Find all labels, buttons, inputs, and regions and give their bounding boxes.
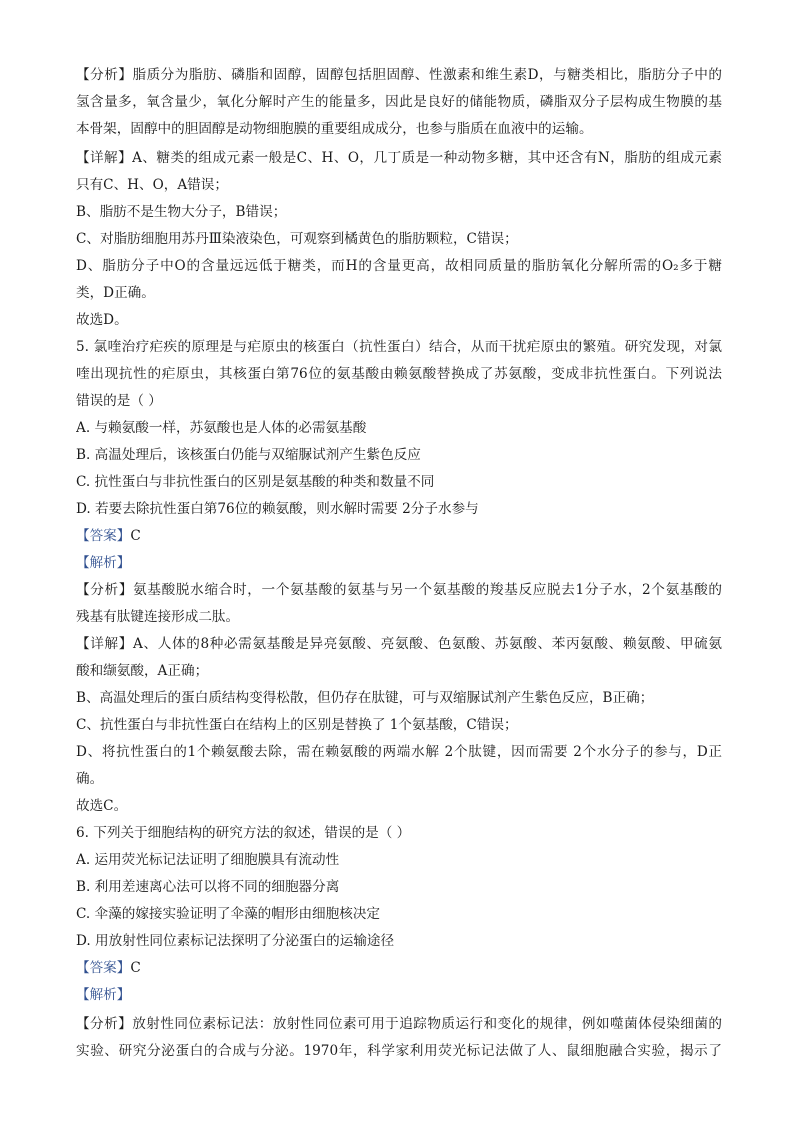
line-text: 残基有肽键连接形成二肽。 [76,609,240,625]
line-text: B. 利用差速离心法可以将不同的细胞器分离 [76,879,340,895]
line-text: 故选C。 [76,798,128,814]
text-line [76,769,722,789]
answer-tag: 【答案】 [76,960,131,976]
line-text: 脂质分为脂肪、磷脂和固醇，固醇包括胆固醇、性激素和维生素D，与糖类相比，脂肪分子中的 [132,67,722,83]
line-text: 放射性同位素标记法：放射性同位素可用于追踪物质运行和变化的规律，例如噬菌体侵染细菌的 [132,1016,722,1032]
line-text: 本骨架，固醇中的胆固醇是动物细胞膜的重要组成成分，也参与脂质在血液中的运输。 [76,121,593,137]
line-text: 确。 [76,771,104,787]
text-line [76,877,722,897]
text-line [76,661,722,681]
text-line [76,553,722,573]
answer-tag: 【答案】 [76,528,131,544]
line-text: 类，D正确。 [76,285,155,301]
text-line [76,526,722,546]
line-text: D、脂肪分子中O的含量远远低于糖类，而H的含量更高，故相同质量的脂肪氧化分解所需的O₂多于糖 [76,258,722,274]
text-line [76,364,722,384]
text-line [76,119,722,139]
line-text: 酸和缬氨酸，A正确； [76,663,209,679]
line-text: D. 若要去除抗性蛋白第76位的赖氨酸，则水解时需要 2分子水参与 [76,501,479,517]
line-text: 氢含量多，氧含量少，氧化分解时产生的能量多，因此是良好的储能物质，磷脂双分子层构成生物膜的基 [76,94,722,110]
line-text: A、人体的8种必需氨基酸是异亮氨酸、亮氨酸、色氨酸、苏氨酸、苯丙氨酸、赖氨酸、甲硫氨 [133,636,722,652]
line-text: 6. 下列关于细胞结构的研究方法的叙述，错误的是（ ） [76,825,411,841]
text-line [76,958,722,978]
line-text: 实验、研究分泌蛋白的合成与分泌。1970年，科学家利用荧光标记法做了人、鼠细胞融合实验，揭示了 [76,1043,722,1059]
answer-tag: 【解析】 [76,987,131,1003]
line-text: B、脂肪不是生物大分子，B错误； [76,204,287,220]
line-text: C. 抗性蛋白与非抗性蛋白的区别是氨基酸的种类和数量不同 [76,474,435,490]
line-text: A. 与赖氨酸一样，苏氨酸也是人体的必需氨基酸 [76,420,367,436]
line-text: 只有C、H、O，A错误； [76,177,228,193]
line-text: C、对脂肪细胞用苏丹Ⅲ染液染色，可观察到橘黄色的脂肪颗粒，C错误； [76,231,518,247]
line-text: D、将抗性蛋白的1个赖氨酸去除，需在赖氨酸的两端水解 2个肽键，因而需要 2个水分子的参与，D正 [76,744,722,760]
text-line [76,202,722,222]
text-line [76,823,722,843]
text-line [76,850,722,870]
section-tag: 【分析】 [76,1016,133,1032]
line-text: 错误的是（ ） [76,393,162,409]
text-line [76,715,722,735]
line-text: 喹出现抗性的疟原虫，其核蛋白第76位的氨基酸由赖氨酸替换成了苏氨酸，变成非抗性蛋白。下列说法 [76,366,722,382]
text-line [76,175,722,195]
text-line [76,634,722,654]
line-text: B、高温处理后的蛋白质结构变得松散，但仍存在肽键，可与双缩脲试剂产生紫色反应，B正确； [76,690,654,706]
text-line [76,688,722,708]
text-line [76,499,722,519]
text-line [76,742,722,762]
section-tag: 【详解】 [76,636,133,652]
line-text: 故选D。 [76,312,128,328]
text-line [76,472,722,492]
line-text: A、糖类的组成元素一般是C、H、O，几丁质是一种动物多糖，其中还含有N，脂肪的组成元素 [132,150,722,166]
text-line [76,256,722,276]
text-line [76,92,722,112]
text-line [76,337,722,357]
text-line [76,580,722,600]
line-text: 5. 氯喹治疗疟疾的原理是与疟原虫的核蛋白（抗性蛋白）结合，从而干扰疟原虫的繁殖。研究发现，对氯 [76,339,722,355]
text-line [76,1041,722,1061]
text-line [76,418,722,438]
text-line [76,310,722,330]
text-line [76,65,722,85]
text-line [76,1014,722,1034]
section-tag: 【分析】 [76,67,133,83]
text-line [76,391,722,411]
section-tag: 【分析】 [76,582,134,598]
answer-tag: 【解析】 [76,555,131,571]
text-line [76,985,722,1005]
text-line [76,931,722,951]
text-line [76,796,722,816]
text-line [76,445,722,465]
line-text: B. 高温处理后，该核蛋白仍能与双缩脲试剂产生紫色反应 [76,447,421,463]
line-text: C. 伞藻的嫁接实验证明了伞藻的帽形由细胞核决定 [76,906,381,922]
section-tag: 【详解】 [76,150,133,166]
line-text: C [130,528,141,544]
line-text: C [130,960,141,976]
text-line [76,283,722,303]
text-line [76,607,722,627]
line-text: A. 运用荧光标记法证明了细胞膜具有流动性 [76,852,340,868]
text-line [76,148,722,168]
text-line [76,229,722,249]
line-text: C、抗性蛋白与非抗性蛋白在结构上的区别是替换了 1个氨基酸，C错误； [76,717,518,733]
line-text: D. 用放射性同位素标记法探明了分泌蛋白的运输途径 [76,933,395,949]
text-line [76,904,722,924]
line-text: 氨基酸脱水缩合时，一个氨基酸的氨基与另一个氨基酸的羧基反应脱去1分子水，2个氨基酸的 [133,582,722,598]
